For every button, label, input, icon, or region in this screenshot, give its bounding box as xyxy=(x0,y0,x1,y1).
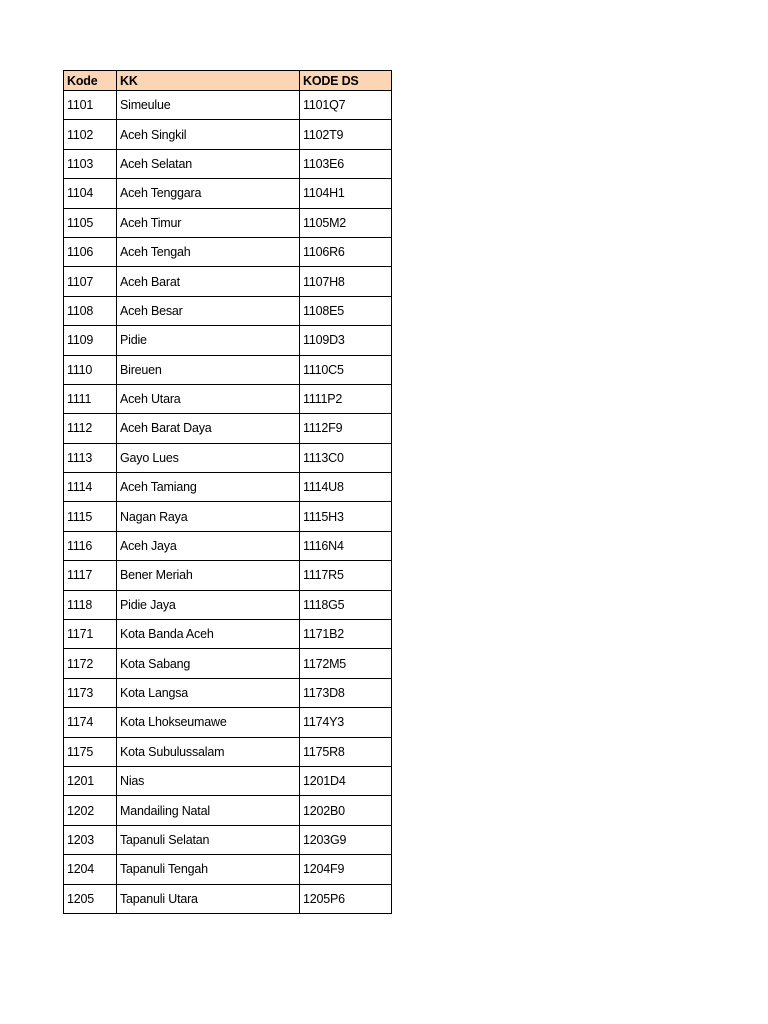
cell-kode-ds: 1109D3 xyxy=(300,326,392,355)
cell-kode-ds: 1107H8 xyxy=(300,267,392,296)
cell-kode-ds: 1118G5 xyxy=(300,590,392,619)
cell-kode: 1172 xyxy=(64,649,117,678)
table-row xyxy=(64,884,392,913)
cell-kode: 1204 xyxy=(64,855,117,884)
cell-kk: Aceh Selatan xyxy=(117,149,300,178)
cell-kode: 1113 xyxy=(64,443,117,472)
cell-kode-ds: 1105M2 xyxy=(300,208,392,237)
header-kode-ds: KODE DS xyxy=(300,71,392,91)
cell-kode: 1205 xyxy=(64,884,117,913)
cell-kode: 1114 xyxy=(64,473,117,502)
cell-kode: 1174 xyxy=(64,708,117,737)
cell-kode-ds: 1204F9 xyxy=(300,855,392,884)
cell-kk: Nagan Raya xyxy=(117,502,300,531)
cell-kode-ds: 1201D4 xyxy=(300,766,392,795)
cell-kode: 1171 xyxy=(64,620,117,649)
cell-kode-ds: 1110C5 xyxy=(300,355,392,384)
cell-kk: Aceh Tenggara xyxy=(117,179,300,208)
cell-kk: Bireuen xyxy=(117,355,300,384)
cell-kode: 1111 xyxy=(64,384,117,413)
table-row xyxy=(64,91,392,120)
table-header xyxy=(64,71,392,91)
cell-kode: 1106 xyxy=(64,237,117,266)
table-row xyxy=(64,649,392,678)
cell-kode: 1201 xyxy=(64,766,117,795)
table-row xyxy=(64,149,392,178)
cell-kk: Simeulue xyxy=(117,91,300,120)
cell-kk: Aceh Besar xyxy=(117,296,300,325)
cell-kode-ds: 1115H3 xyxy=(300,502,392,531)
table-row xyxy=(64,620,392,649)
cell-kk: Kota Banda Aceh xyxy=(117,620,300,649)
cell-kode-ds: 1205P6 xyxy=(300,884,392,913)
cell-kode-ds: 1103E6 xyxy=(300,149,392,178)
cell-kode-ds: 1116N4 xyxy=(300,531,392,560)
cell-kode: 1110 xyxy=(64,355,117,384)
cell-kode: 1107 xyxy=(64,267,117,296)
cell-kode: 1203 xyxy=(64,825,117,854)
table-row xyxy=(64,384,392,413)
cell-kode: 1101 xyxy=(64,91,117,120)
cell-kode: 1104 xyxy=(64,179,117,208)
cell-kk: Aceh Barat xyxy=(117,267,300,296)
table-row xyxy=(64,326,392,355)
cell-kode-ds: 1111P2 xyxy=(300,384,392,413)
cell-kode: 1116 xyxy=(64,531,117,560)
table-row xyxy=(64,120,392,149)
cell-kode-ds: 1173D8 xyxy=(300,678,392,707)
cell-kk: Aceh Utara xyxy=(117,384,300,413)
header-row xyxy=(64,71,392,91)
cell-kode: 1173 xyxy=(64,678,117,707)
cell-kode: 1175 xyxy=(64,737,117,766)
region-code-table xyxy=(63,70,392,914)
cell-kode-ds: 1171B2 xyxy=(300,620,392,649)
cell-kode: 1105 xyxy=(64,208,117,237)
table-row xyxy=(64,678,392,707)
table-row xyxy=(64,590,392,619)
cell-kode-ds: 1104H1 xyxy=(300,179,392,208)
cell-kk: Aceh Tengah xyxy=(117,237,300,266)
cell-kode-ds: 1106R6 xyxy=(300,237,392,266)
cell-kk: Aceh Jaya xyxy=(117,531,300,560)
table-row xyxy=(64,208,392,237)
cell-kk: Pidie Jaya xyxy=(117,590,300,619)
cell-kode-ds: 1174Y3 xyxy=(300,708,392,737)
cell-kode-ds: 1101Q7 xyxy=(300,91,392,120)
table-body xyxy=(64,91,392,914)
cell-kk: Tapanuli Selatan xyxy=(117,825,300,854)
cell-kode-ds: 1175R8 xyxy=(300,737,392,766)
cell-kk: Bener Meriah xyxy=(117,561,300,590)
cell-kode-ds: 1117R5 xyxy=(300,561,392,590)
cell-kk: Nias xyxy=(117,766,300,795)
table-row xyxy=(64,414,392,443)
cell-kk: Aceh Tamiang xyxy=(117,473,300,502)
table-row xyxy=(64,766,392,795)
cell-kode-ds: 1114U8 xyxy=(300,473,392,502)
cell-kode: 1109 xyxy=(64,326,117,355)
cell-kode: 1117 xyxy=(64,561,117,590)
cell-kk: Mandailing Natal xyxy=(117,796,300,825)
cell-kk: Kota Subulussalam xyxy=(117,737,300,766)
table-row xyxy=(64,531,392,560)
cell-kk: Pidie xyxy=(117,326,300,355)
cell-kk: Tapanuli Utara xyxy=(117,884,300,913)
table-row xyxy=(64,825,392,854)
cell-kk: Aceh Timur xyxy=(117,208,300,237)
cell-kk: Gayo Lues xyxy=(117,443,300,472)
cell-kk: Kota Langsa xyxy=(117,678,300,707)
table-row xyxy=(64,355,392,384)
cell-kode: 1103 xyxy=(64,149,117,178)
table-row xyxy=(64,855,392,884)
table-row xyxy=(64,443,392,472)
cell-kode-ds: 1112F9 xyxy=(300,414,392,443)
table-row xyxy=(64,267,392,296)
table-row xyxy=(64,796,392,825)
cell-kode: 1118 xyxy=(64,590,117,619)
cell-kode: 1115 xyxy=(64,502,117,531)
cell-kode-ds: 1108E5 xyxy=(300,296,392,325)
table-row xyxy=(64,296,392,325)
header-kode: Kode xyxy=(64,71,117,91)
table-row xyxy=(64,179,392,208)
cell-kk: Aceh Barat Daya xyxy=(117,414,300,443)
table-row xyxy=(64,237,392,266)
table-row xyxy=(64,708,392,737)
table-row xyxy=(64,473,392,502)
cell-kode-ds: 1102T9 xyxy=(300,120,392,149)
header-kk: KK xyxy=(117,71,300,91)
cell-kode-ds: 1172M5 xyxy=(300,649,392,678)
cell-kode-ds: 1202B0 xyxy=(300,796,392,825)
cell-kk: Aceh Singkil xyxy=(117,120,300,149)
cell-kode: 1108 xyxy=(64,296,117,325)
table-row xyxy=(64,737,392,766)
cell-kk: Tapanuli Tengah xyxy=(117,855,300,884)
cell-kk: Kota Sabang xyxy=(117,649,300,678)
table-row xyxy=(64,561,392,590)
table-row xyxy=(64,502,392,531)
cell-kk: Kota Lhokseumawe xyxy=(117,708,300,737)
cell-kode: 1102 xyxy=(64,120,117,149)
cell-kode-ds: 1203G9 xyxy=(300,825,392,854)
cell-kode: 1202 xyxy=(64,796,117,825)
cell-kode-ds: 1113C0 xyxy=(300,443,392,472)
cell-kode: 1112 xyxy=(64,414,117,443)
